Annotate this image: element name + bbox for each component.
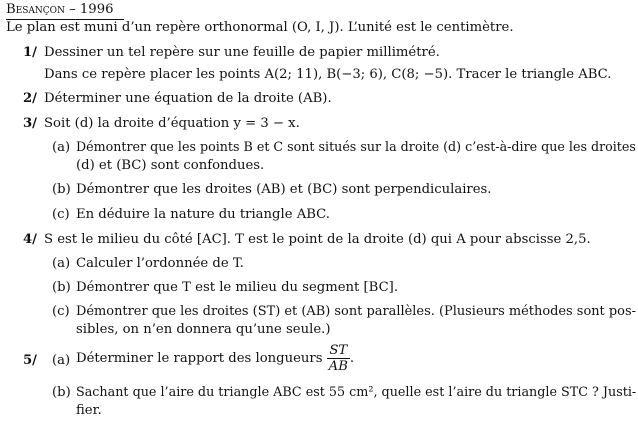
q3b-label: (b) bbox=[52, 182, 71, 197]
q4c-line2: sibles, on n’en donnera qu’une seule.) bbox=[76, 322, 331, 337]
q2-number: 2/ bbox=[23, 91, 37, 106]
q4-number: 4/ bbox=[23, 232, 37, 247]
q5b-label: (b) bbox=[52, 385, 71, 400]
q5-number: 5/ bbox=[23, 353, 37, 368]
q4a-text: Calculer l’ordonnée de T. bbox=[76, 256, 244, 271]
q5b-line1: Sachant que l’aire du triangle ABC est 55 cm², quelle est l’aire du triangle STC ? Justi- bbox=[76, 385, 637, 400]
q4b-label: (b) bbox=[52, 280, 71, 295]
q3c-label: (c) bbox=[52, 207, 70, 222]
q3a-label: (a) bbox=[52, 140, 71, 155]
q4-text: S est le milieu du côté [AC]. T est le point de la droite (d) qui A pour abscisse 2,5. bbox=[44, 232, 591, 247]
fraction-numerator: ST bbox=[327, 343, 350, 359]
q4a-label: (a) bbox=[52, 256, 71, 271]
q4c-label: (c) bbox=[52, 304, 70, 319]
q5a-period: . bbox=[349, 351, 355, 366]
q1-line2: Dans ce repère placer les points A(2; 11), B(−3; 6), C(8; −5). Tracer le triangle ABC. bbox=[44, 67, 612, 82]
q1-line1: Dessiner un tel repère sur une feuille de papier millimétré. bbox=[44, 45, 440, 60]
q4b-text: Démontrer que T est le milieu du segment [BC]. bbox=[76, 280, 399, 295]
q2-text: Déterminer une équation de la droite (AB). bbox=[44, 91, 332, 106]
q3-number: 3/ bbox=[23, 116, 37, 131]
exercise-title: Besançon – 1996 bbox=[6, 2, 114, 17]
fraction-denominator: AB bbox=[328, 359, 348, 374]
q3b-text: Démontrer que les droites (AB) et (BC) sont perpendiculaires. bbox=[76, 182, 492, 197]
q3c-text: En déduire la nature du triangle ABC. bbox=[76, 207, 330, 222]
ratio-fraction bbox=[327, 343, 350, 374]
q5a-text: Déterminer le rapport des longueurs bbox=[76, 351, 323, 366]
intro-text: Le plan est muni d’un repère orthonormal (O, I, J). L’unité est le centimètre. bbox=[6, 20, 514, 35]
q1-number: 1/ bbox=[23, 45, 37, 60]
q5b-line2: fier. bbox=[76, 403, 102, 418]
q3a-line1: Démontrer que les points B et C sont situés sur la droite (d) c’est-à-dire que les droites bbox=[76, 140, 636, 155]
q3a-line2: (d) et (BC) sont confondues. bbox=[76, 158, 265, 173]
q5a-label: (a) bbox=[52, 353, 71, 368]
q5a-row bbox=[76, 343, 354, 374]
q4c-line1: Démontrer que les droites (ST) et (AB) sont parallèles. (Plusieurs méthodes sont pos- bbox=[76, 304, 636, 319]
q3-text: Soit (d) la droite d’équation y = 3 − x. bbox=[44, 116, 300, 131]
